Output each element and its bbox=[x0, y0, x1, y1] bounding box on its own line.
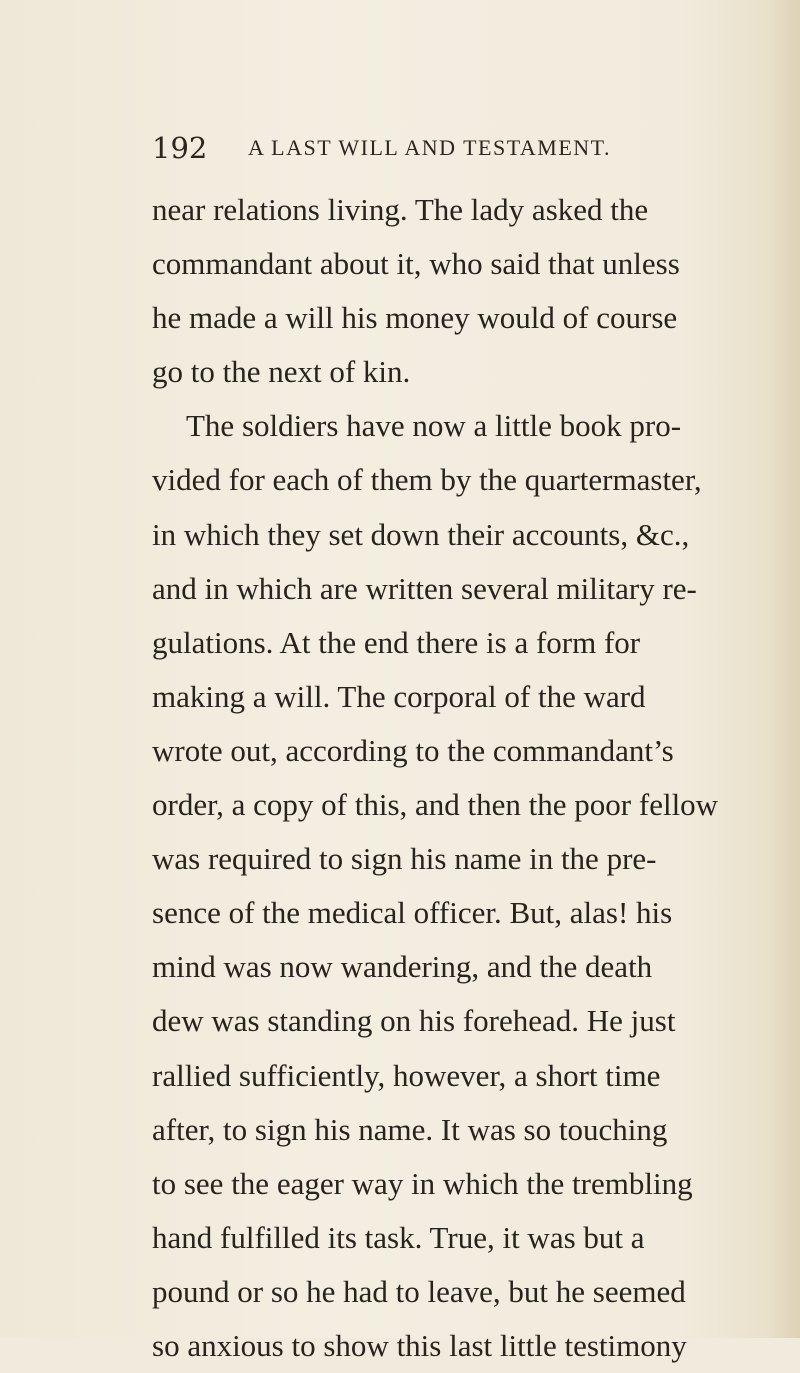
text-line: pound or so he had to leave, but he seemed bbox=[152, 1273, 686, 1309]
body-text bbox=[152, 183, 719, 1373]
text-line: hand fulfilled its task. True, it was but a bbox=[152, 1219, 645, 1255]
text-line: he made a will his money would of course bbox=[152, 300, 678, 336]
running-head: A LAST WILL AND TESTAMENT. bbox=[248, 135, 611, 160]
text-line: gulations. At the end there is a form for bbox=[152, 624, 641, 660]
page-header bbox=[152, 128, 632, 168]
text-line: commandant about it, who said that unless bbox=[152, 246, 680, 282]
text-line: making a will. The corporal of the ward bbox=[152, 678, 646, 714]
text-line: order, a copy of this, and then the poor fellow bbox=[152, 787, 719, 823]
text-line: and in which are written several military re- bbox=[152, 570, 697, 606]
text-line: sence of the medical officer. But, alas! his bbox=[152, 895, 673, 931]
text-line: in which they set down their accounts, &c., bbox=[152, 516, 690, 552]
text-line: wrote out, according to the commandant’s bbox=[152, 732, 674, 768]
text-line: to see the eager way in which the trembling bbox=[152, 1165, 693, 1201]
text-line: go to the next of kin. bbox=[152, 354, 411, 390]
text-line: mind was now wandering, and the death bbox=[152, 949, 653, 985]
text-line: The soldiers have now a little book pro- bbox=[186, 408, 682, 444]
text-line: so anxious to show this last little testimony bbox=[152, 1327, 687, 1363]
text-line: after, to sign his name. It was so touching bbox=[152, 1111, 668, 1147]
text-line: near relations living. The lady asked the bbox=[152, 192, 649, 227]
text-line: dew was standing on his forehead. He just bbox=[152, 1003, 676, 1039]
text-line: vided for each of them by the quartermaster, bbox=[152, 462, 702, 498]
text-line: was required to sign his name in the pre- bbox=[152, 841, 657, 877]
text-line: rallied sufficiently, however, a short time bbox=[152, 1057, 661, 1093]
page-number: 192 bbox=[152, 131, 208, 165]
